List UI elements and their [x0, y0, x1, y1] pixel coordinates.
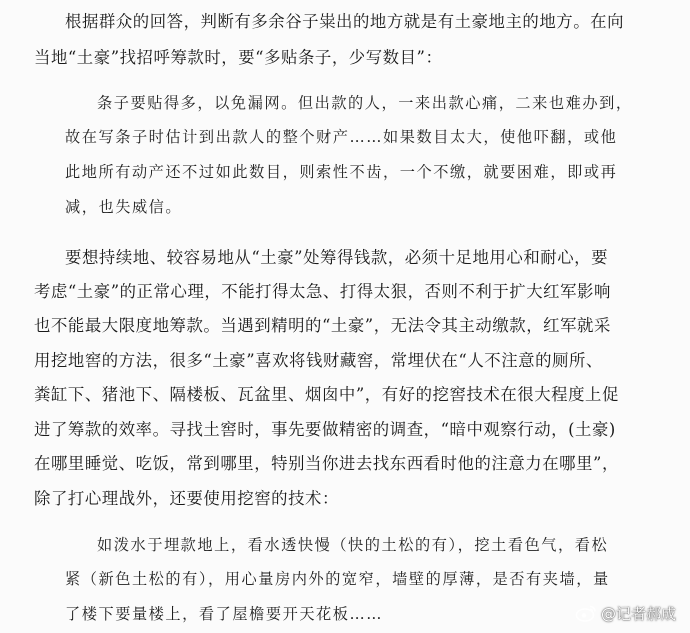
- weibo-icon: [575, 604, 597, 622]
- quote-line: 故在写条子时估计到出款人的整个财产……如果数目太大，使他吓翻，或他: [65, 128, 618, 146]
- quote-line: 紧（新色土松的有），用心量房内外的宽窄，墙壁的厚薄，是否有夹墙，量: [65, 570, 610, 588]
- text-line: 也不能最大限度地筹款。当遇到精明的“土豪”，无法令其主动缴款，红军就采: [34, 316, 611, 335]
- text-line: 粪缸下、猪池下、隔楼板、瓦盆里、烟囱中”，有好的挖窖技术在很大程度上促: [34, 385, 619, 404]
- text-line: 除了打心理战外，还要使用挖窖的技术：: [34, 489, 339, 508]
- text-line: 在哪里睡觉、吃饭，常到哪里，特别当你进去找东西看时他的注意力在哪里”，: [34, 454, 619, 473]
- watermark-text: @记者郝成: [600, 604, 676, 623]
- quote-line: 减，也失威信。: [65, 198, 183, 216]
- text-line: 用挖地窖的方法，很多“土豪”喜欢将钱财藏窖，常埋伏在“人不注意的厕所、: [34, 351, 603, 370]
- text-line: 当地“土豪”找招呼筹款时，要“多贴条子，少写数目”：: [34, 48, 443, 67]
- quote-line: 了楼下要量楼上，看了屋檐要开天花板……: [65, 605, 384, 623]
- text-line: 要想持续地、较容易地从“土豪”处筹得钱款，必须十足地用心和耐心，要: [65, 248, 609, 267]
- text-line: 进了筹款的效率。寻找土窖时，事先要做精密的调查，“暗中观察行动，(土豪): [34, 420, 616, 439]
- quote-line: 条子要贴得多，以免漏网。但出款的人，一来出款心痛，二来也难办到，: [97, 94, 633, 112]
- quote-line: 如泼水于埋款地上，看水透快慢（快的土松的有），挖土看色气，看松: [97, 536, 609, 554]
- text-line: 根据群众的回答，判断有多余谷子粜出的地方就是有土豪地主的地方。在向: [65, 12, 625, 31]
- watermark: [575, 601, 676, 625]
- quote-line: 此地所有动产还不过如此数目，则索性不齿，一个不缴，就要困难，即或再: [65, 163, 618, 181]
- text-line: 考虑“土豪”的正常心理，不能打得太急、打得太狠，否则不利于扩大红军影响: [34, 282, 611, 301]
